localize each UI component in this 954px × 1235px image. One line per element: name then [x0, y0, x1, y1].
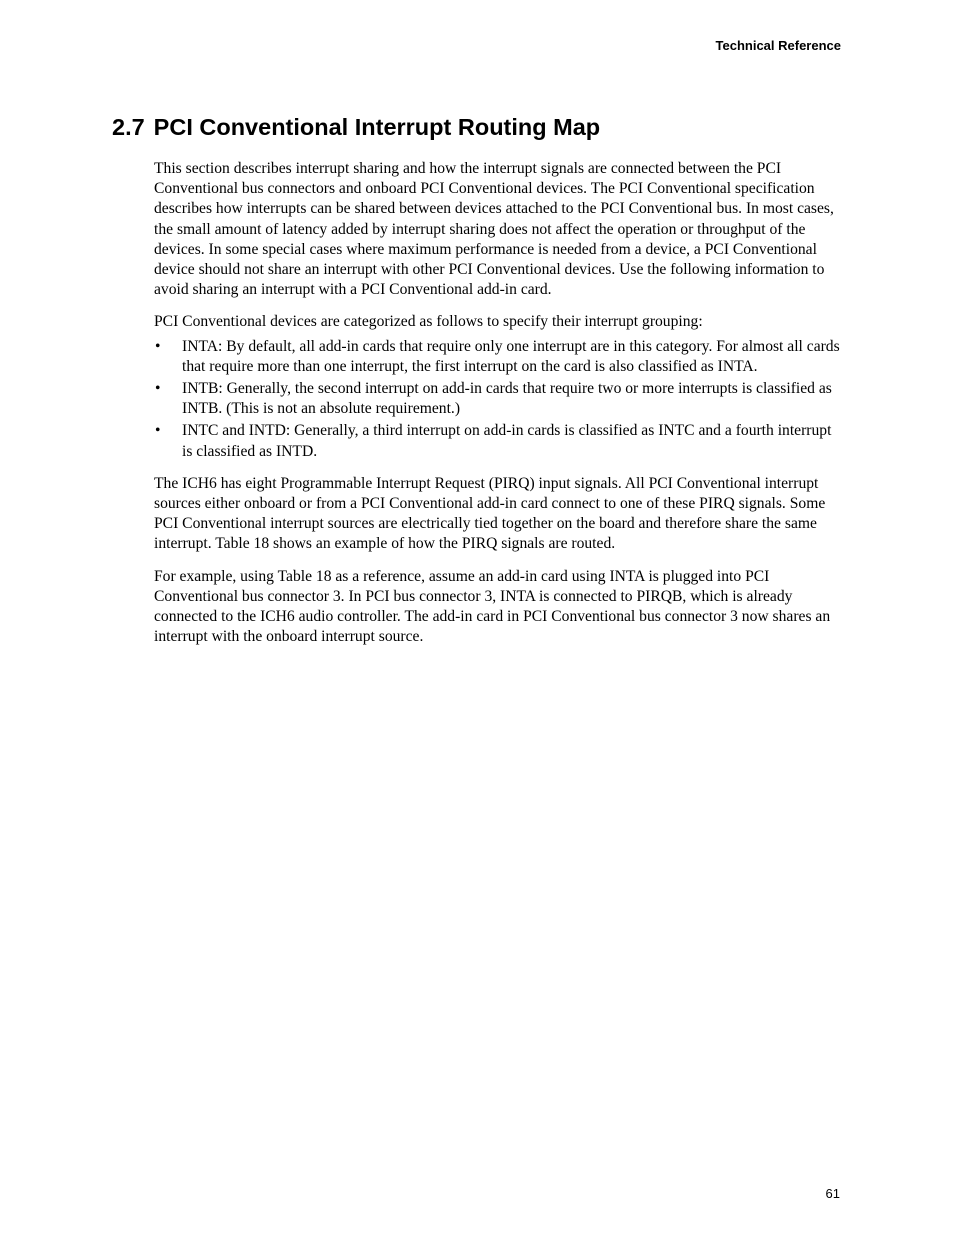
categories-lead-paragraph: PCI Conventional devices are categorized as follows to specify their interrupt grouping:: [154, 313, 703, 331]
page-number: 61: [825, 1186, 840, 1201]
list-item-text: INTB: Generally, the second interrupt on add-in cards that require two or more interrupts is classified as INTB. (This is not an absolute requirement.): [182, 380, 832, 418]
list-item-intc-intd: [154, 421, 844, 461]
section-body: [154, 159, 844, 659]
pirq-paragraph: The ICH6 has eight Programmable Interrupt Request (PIRQ) input signals. All PCI Conventional interrupt sources either onboard or from a PCI Conventional add-in card connect to one of these PIRQ signals. Some PCI Conventional interrupt sources are electrically tied together on the board and therefore share the same interrupt. Table 18 shows an example of how the PIRQ signals are routed.: [154, 474, 826, 553]
list-item-intb: [154, 379, 844, 419]
bullet-icon: •: [155, 422, 161, 440]
bullet-icon: •: [155, 380, 161, 398]
bullet-icon: •: [155, 337, 161, 355]
running-header: Technical Reference: [715, 38, 841, 53]
list-item-text: INTA: By default, all add-in cards that require only one interrupt are in this category. For almost all cards that require more than one interrupt, the first interrupt on the card is also classified as INTA.: [182, 337, 840, 375]
section-title: PCI Conventional Interrupt Routing Map: [153, 114, 601, 140]
list-item-text: INTC and INTD: Generally, a third interrupt on add-in cards is classified as INTC and a fourth interrupt is classified as INTD.: [182, 422, 832, 460]
example-paragraph: For example, using Table 18 as a reference, assume an add-in card using INTA is plugged into PCI Conventional bus connector 3. In PCI bus connector 3, INTA is connected to PIRQB, which is already connected to the ICH6 audio controller. The add-in card in PCI Conventional bus connector 3 now shares an interrupt with the onboard interrupt source.: [154, 567, 831, 646]
section-heading: [112, 114, 600, 141]
interrupt-category-list: [154, 337, 844, 462]
intro-paragraph: This section describes interrupt sharing and how the interrupt signals are connected between the PCI Conventional bus connectors and onboard PCI Conventional devices. The PCI Conventional specification describes how interrupts can be shared between devices attached to the PCI Conventional bus. In most cases, the small amount of latency added by interrupt sharing does not affect the operation or throughput of the devices. In some special cases where maximum performance is needed from a device, a PCI Conventional device should not share an interrupt with other PCI Conventional devices. Use the following information to avoid sharing an interrupt with a PCI Conventional add-in card.: [154, 160, 834, 299]
section-number: 2.7: [112, 114, 145, 140]
list-item-inta: [154, 337, 844, 377]
